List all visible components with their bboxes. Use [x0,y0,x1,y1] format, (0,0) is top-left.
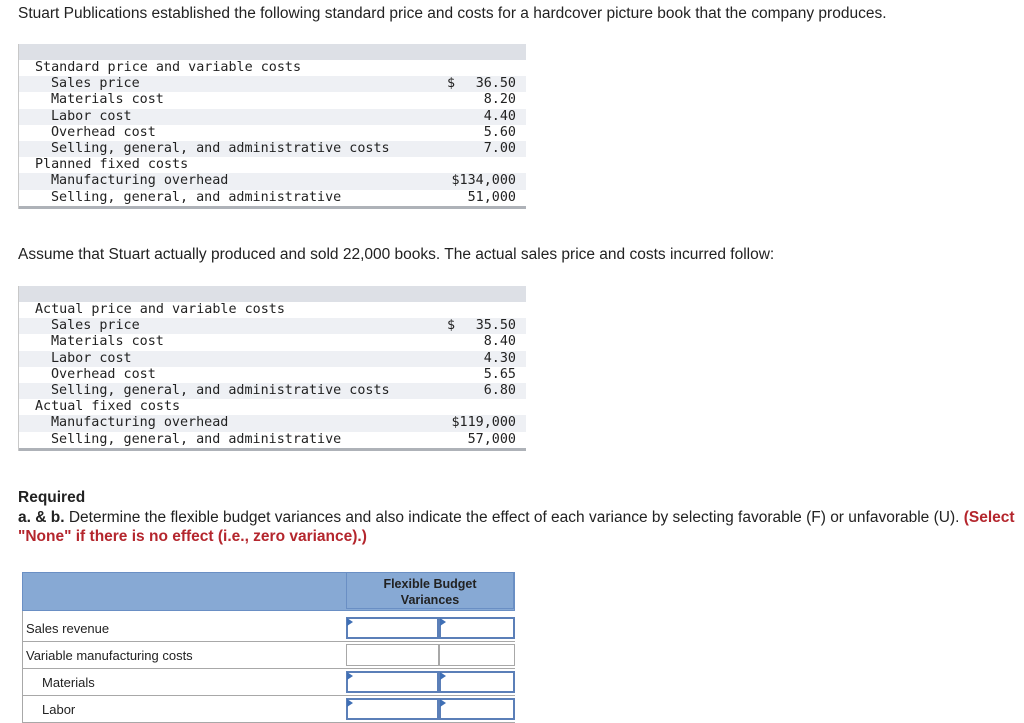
row-label: Sales price [51,76,140,92]
variance-effect-select[interactable] [439,698,515,720]
header-line: Variances [400,593,460,607]
section-heading: Actual fixed costs [35,399,181,415]
table-row [19,92,526,108]
row-label: Materials cost [51,92,164,108]
table-footer-bar [19,206,526,209]
row-label: Materials cost [51,334,164,350]
row-value: 5.65 [483,366,516,382]
answer-row-variable-manufacturing-costs [22,642,515,669]
row-label: Selling, general, and administrative costs [51,140,390,156]
standard-costs-table [18,44,526,209]
row-value: 8.40 [483,334,516,350]
row-value: 36.50 [475,76,516,92]
table-row [19,351,526,367]
required-title: Required [18,489,86,506]
table-row [19,76,526,92]
table-row [19,399,526,415]
row-label: Labor [42,702,76,717]
row-value: 6.80 [483,382,516,398]
header-line: Flexible Budget [383,577,477,591]
row-label: Sales revenue [26,621,110,636]
row-value: $134,000 [451,173,516,189]
section-heading: Planned fixed costs [35,157,189,173]
table-footer-bar [19,448,526,451]
assume-text: Assume that Stuart actually produced and sold 22,000 books. The actual sales price and costs incurred follow: [18,246,775,263]
intro-text: Stuart Publications established the following standard price and costs for a hardcover picture book that the company produces. [18,5,887,22]
row-value: $119,000 [451,415,516,431]
row-value: 4.30 [483,350,516,366]
table-row [19,334,526,350]
row-value: 51,000 [467,189,516,205]
variance-effect-select[interactable] [439,617,515,639]
variance-amount-input[interactable] [346,698,439,720]
table-row [19,318,526,334]
table-row [19,383,526,399]
section-heading: Standard price and variable costs [35,60,302,75]
table-header-bar [19,44,526,60]
row-value: 7.00 [483,140,516,156]
row-label: Labor cost [51,350,132,366]
row-label: Variable manufacturing costs [26,648,193,663]
table-row [19,190,526,206]
currency-symbol: $ [447,76,456,92]
row-label: Labor cost [51,108,132,124]
section-heading: Actual price and variable costs [35,302,285,317]
table-row [19,60,526,76]
table-header-bar [19,286,526,302]
row-value: 35.50 [475,318,516,334]
variance-amount-input[interactable] [346,671,439,693]
empty-cell [346,644,439,666]
table-row [19,367,526,383]
row-label: Materials [42,675,95,690]
row-label: Selling, general, and administrative [51,189,342,205]
table-row [19,432,526,448]
row-label: Sales price [51,318,140,334]
row-value: 5.60 [483,124,516,140]
answer-table-header [22,572,515,611]
row-label: Overhead cost [51,124,156,140]
required-note: (Select "None" if there is no effect (i.e., zero variance).) [18,508,1015,545]
required-instructions [18,508,1022,547]
table-row [19,109,526,125]
flexible-budget-variances-header [346,572,514,609]
currency-symbol: $ [447,318,456,334]
table-row [19,141,526,157]
table-row [19,157,526,173]
variance-amount-input[interactable] [346,617,439,639]
table-row [19,173,526,189]
answer-row-materials [22,669,515,696]
row-label: Manufacturing overhead [51,173,229,189]
actual-costs-table [18,286,526,451]
row-value: 8.20 [483,92,516,108]
answer-row-sales-revenue [22,611,515,642]
row-label: Selling, general, and administrative [51,431,342,447]
empty-cell [439,644,515,666]
answer-row-labor [22,696,515,723]
row-value: 57,000 [467,431,516,447]
required-tag: a. & b. [18,508,65,526]
table-row [19,415,526,431]
required-section [18,488,1022,547]
variance-effect-select[interactable] [439,671,515,693]
table-row [19,125,526,141]
variance-answer-table [22,572,515,723]
row-value: 4.40 [483,108,516,124]
row-label: Selling, general, and administrative costs [51,382,390,398]
row-label: Manufacturing overhead [51,415,229,431]
table-row [19,302,526,318]
row-label: Overhead cost [51,366,156,382]
required-text: Determine the flexible budget variances and also indicate the effect of each variance by selecting favorable (F) or unfavorable (U). [64,508,964,526]
